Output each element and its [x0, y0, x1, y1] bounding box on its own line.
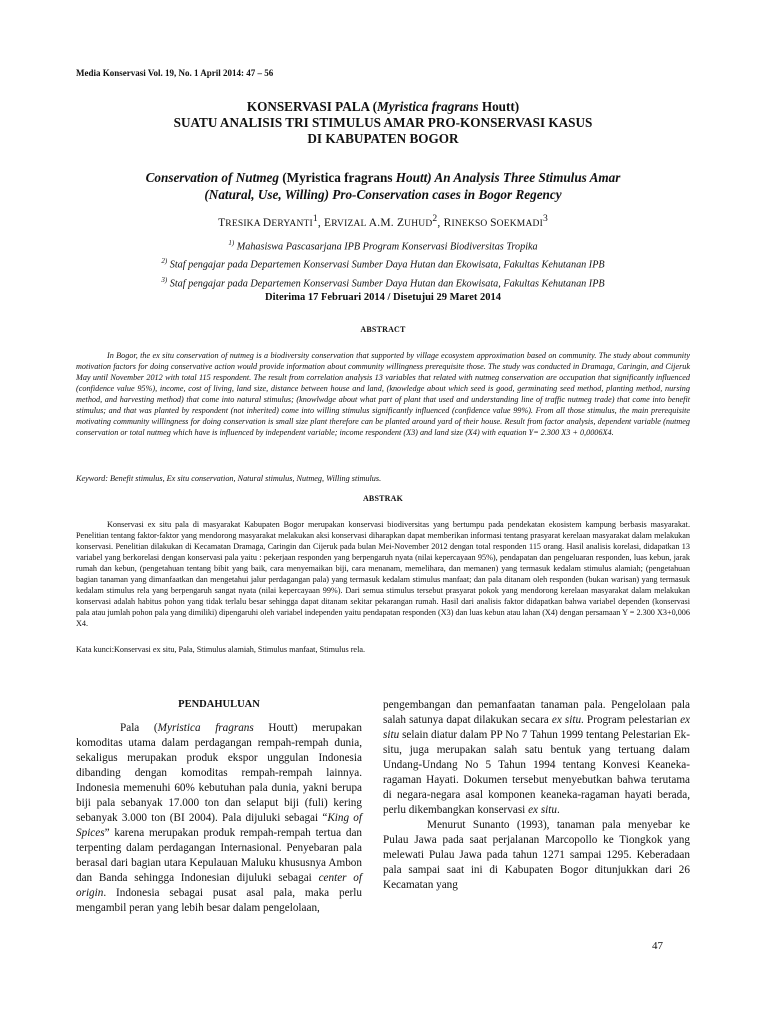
- journal-header: Media Konservasi Vol. 19, No. 1 April 2014: 47 – 56: [76, 68, 274, 78]
- keywords-english: Keyword: Benefit stimulus, Ex situ conservation, Natural stimulus, Nutmeg, Willing stimulus.: [76, 474, 382, 483]
- english-title-text: Houtt) An Analysis Three Stimulus Amar: [395, 170, 621, 185]
- abstrak-text: Konservasi ex situ pala di masyarakat Kabupaten Bogor merupakan konservasi biodiversitas yang bertumpu pada pendekatan ekosistem kampung berbasis masyarakat. Penelitian tentang faktor-faktor yang mendorong masyarakat melakukan aksi konservasi diharapkan dapat memberikan informasi tentang prasyarat kerelaan masyarakat dalam melakukan konservasi. Penelitian dilakukan di Kecamatan Dramaga, Caringin dan Cijeruk pada bulan Mei-November 2012 dengan total responden 115 orang. Hasil analisis korelasi, didapatkan 13 variabel yang berkorelasi dengan konservasi pala yaitu : pekerjaan responden yang berpengaruh nyata (nilai kepercayaan 95%), pendapatan dan pengeluaran responden, luas kebun, jarak rumah dan kebun, (pengetahuan tentang bibit yang baik, cara menyemaikan biji, cara menanam, memelihara, dan memanen) yang termasuk kedalam stimulus alamiah; (pengetahuan bagian tanaman yang dimanfaatkan dan mengetahui jalur perdagangan pala) yang termasuk kedalam stimulus manfaat; dan pala ditanam oleh responden (bukan warisan) yang termasuk kedalam stimulus rela yang berpengaruh sangat nyata (nilai kepercayaan 99%). Dari semua stimulus tersebut prasyarat pokok yang mendorong kerelaan masyarakat dalam melakukan konservasi adalah habitus pohon yang tidak terlalu besar sehingga dapat ditanam sekitar pekarangan rumah. Hasil dari analisis faktor didapatkan bahwa variabel dependen (konservasi pala atau jumlah pohon pala yang dimiliki) dipengaruhi oleh variabel independen yaitu pendapatan responden (X3) dan luas kebun atau lahan (X4) dengan persamaan Y = 2.300 X3+0,006 X4.: [76, 520, 690, 628]
- keywords-indonesian: Kata kunci:Konservasi ex situ, Pala, Stimulus alamiah, Stimulus manfaat, Stimulus rela.: [76, 645, 366, 654]
- author-name: A.M.: [368, 216, 397, 229]
- author-name: INEKSO: [451, 218, 491, 229]
- author: [218, 213, 318, 229]
- paragraph: Menurut Sunanto (1993), tanaman pala menyebar ke Pulau Jawa pada saat perjalanan Marcopollo ke Tiongkok yang melewati Pulau Jawa pada tahun 1271 sampai 1295. Keberadaan pala sampai saat ini di Kabupaten Bogor ditunjukkan dari 26 Kecamatan yang: [383, 819, 690, 891]
- emphasis: center of origin: [76, 872, 363, 899]
- author-initial: E: [324, 216, 332, 229]
- species-name: Myristica fragrans: [157, 722, 254, 734]
- text: ” karena merupakan produk rempah-rempah tertua dan terpenting dalam perdagangan Internasional. Penyebaran pala berasal dari bagian utara Kepulauan Maluku khususnya Ambon dan Banda sehingga Indonesian dijuluki sebagai: [76, 827, 362, 884]
- english-title-line-2: (Natural, Use, Willing) Pro-Conservation cases in Bogor Regency: [204, 187, 562, 202]
- author-name: RVIZAL: [331, 218, 369, 229]
- title-line-1: [76, 99, 690, 115]
- author-sup: 2: [432, 213, 438, 224]
- affiliation: [76, 254, 690, 272]
- affiliation-text: Staf pengajar pada Departemen Konservasi Sumber Daya Hutan dan Ekowisata, Fakultas Kehutanan IPB: [167, 278, 605, 290]
- english-title-line-1: [90, 169, 676, 186]
- indonesian-title: [76, 99, 690, 147]
- affiliation: [76, 273, 690, 291]
- affiliation-text: Staf pengajar pada Departemen Konservasi Sumber Daya Hutan dan Ekowisata, Fakultas Kehutanan IPB: [167, 259, 605, 271]
- author: [324, 213, 438, 229]
- affiliations: [76, 236, 690, 291]
- author-name: UHUD: [404, 218, 433, 229]
- page-number: 47: [652, 940, 663, 952]
- text: selain diatur dalam PP No 7 Tahun 1999 tentang Pelestarian Ek-situ, juga merupakan salah satu bentuk yang tertuang dalam Undang-Undang No 5 Tahun 1994 tentang Konvesi Keaneka-ragaman Hayati. Dokumen tersebut menyebutkan bahwa terutama di negara-negara asal komponen keaneka-ragaman hayati berada, perlu dikembangkan konservasi: [383, 729, 690, 816]
- english-title-species: (Myristica fragrans: [278, 170, 396, 185]
- emphasis: ex situ: [383, 714, 691, 741]
- author-sup: 1: [312, 213, 318, 224]
- abstrak-heading: ABSTRAK: [362, 494, 404, 503]
- english-title-text: Conservation of Nutmeg: [145, 170, 279, 185]
- affiliation-sup: 2): [161, 257, 168, 266]
- author: [443, 213, 548, 229]
- author-initial: R: [443, 216, 452, 229]
- abstract-heading: ABSTRACT: [360, 325, 406, 334]
- text: . Program pelestarian: [581, 714, 681, 726]
- emphasis: King of Spices: [76, 812, 362, 839]
- author-name: OEKMADI: [496, 218, 543, 229]
- abstract-text: In Bogor, the ex situ conservation of nutmeg is a biodiversity conservation that supported by village ecosystem approximation based on community. The study about community motivation factors for doing conservative action would provide information about community willingness prerequisite those. The study was conducted in Dramaga, Caringin, and Cijeruk May until November 2012 with total 115 respondent. The result from correlation analysis 13 variables that related with nutmeg conservation are occupation that significantly influenced (confidence value 95%), income, cost of living, land size, distance between house and land, (knowledge about which seed is good, germinating seed method, planting method, nursing method, and harvesting method) that come into natural stimulus; (knowlwdge about what part of plant that used and understanding line of traffic nutmeg trade) that come into benefit stimulus; and that was planted by respondent (not inherited) come into willing stimulus significantly influenced (confidence value 99%). From all those stimulus, the main prerequisite motivating community willingness for doing conservation is small size plant therefore can be planted around yard of their house. Result from factor analysis, dependent variable (nutmeg conservation or total nutmeg which have is influenced by independent variable; income respondent (X3) and land size (X4) with equation Y= 2.300 X3 + 0,0006X4.: [76, 351, 690, 437]
- title-text: Houtt): [478, 99, 520, 114]
- affiliation-text: Mahasiswa Pascasarjana IPB Program Konservasi Biodiversitas Tropika: [234, 241, 538, 253]
- affiliation-sup: 1): [228, 239, 235, 247]
- text: . Indonesia sebagai pusat asal pala, maka perlu mengambil peran yang lebih besar dalam pengelolaan,: [76, 887, 362, 914]
- title-text: KONSERVASI PALA (: [246, 99, 378, 114]
- author-initial: Z: [396, 216, 405, 229]
- emphasis: ex situ: [551, 714, 582, 726]
- title-line-2: SUATU ANALISIS TRI STIMULUS AMAR PRO-KONSERVASI KASUS: [173, 115, 593, 130]
- body-column-left: [76, 721, 362, 916]
- author-initial: D: [262, 216, 272, 229]
- text: Pala (: [120, 722, 158, 734]
- text: Houtt) merupakan komoditas utama dalam perdagangan rempah-rempah dunia, sekaligus merupakan produk ekspor unggulan Indonesia dibanding dengan komoditas rempah-rempah lainnya. Indonesia memenuhi 60% kebutuhan pala dunia, yakni berupa biji pala sebanyak 17.000 ton dan selaput biji (fuli) kering sebanyak 3.000 ton (BI 2004). Pala dijuluki sebagai “: [76, 722, 362, 824]
- author-list: TRESIKA DERYANTI$^1$, ERVIZAL A.M. ZUHUD$^2$, RINEKSO SOEKMADI$^3$: [218, 213, 548, 229]
- affiliation: [76, 236, 690, 254]
- text: .: [557, 804, 560, 816]
- affiliation-sup: 3): [161, 275, 168, 284]
- emphasis: ex situ: [528, 804, 557, 816]
- received-date: Diterima 17 Februari 2014 / Disetujui 29 Maret 2014: [264, 292, 501, 303]
- author-initial: S: [490, 216, 497, 229]
- paragraph: [383, 698, 690, 818]
- author-initial: T: [218, 216, 226, 229]
- author-name: RESIKA: [225, 218, 263, 229]
- author-sup: 3: [542, 213, 548, 224]
- body-column-right: [383, 698, 690, 893]
- english-title: [90, 169, 676, 203]
- author-name: ERYANTI: [271, 218, 313, 229]
- text: pengembangan dan pemanfaatan tanaman pala. Pengelolaan pala salah satunya dapat dilakukan secara: [383, 699, 690, 726]
- title-species: Myristica fragrans: [377, 99, 479, 114]
- paragraph: [76, 721, 362, 916]
- section-heading: PENDAHULUAN: [178, 699, 260, 710]
- title-line-3: DI KABUPATEN BOGOR: [307, 131, 459, 146]
